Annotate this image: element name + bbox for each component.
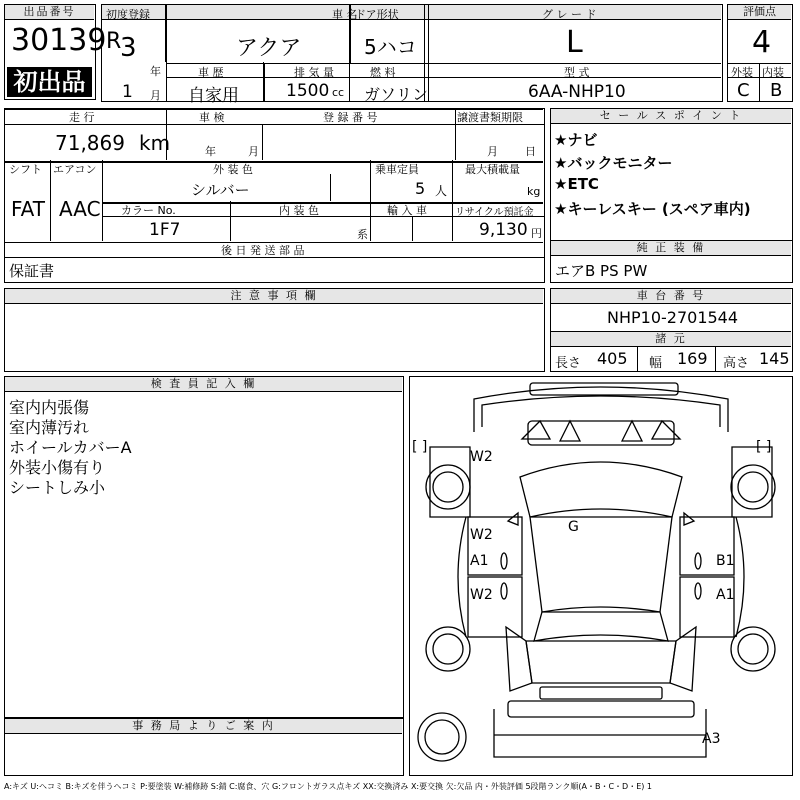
history-label: 車 歴 bbox=[198, 66, 224, 79]
fuel-label: 燃 料 bbox=[370, 66, 396, 79]
ac-label: エアコン bbox=[53, 163, 97, 176]
car-diagram bbox=[410, 377, 791, 774]
score-label: 評価点 bbox=[728, 5, 791, 20]
transfer-day-unit: 日 bbox=[525, 145, 536, 158]
height-label: 高さ bbox=[723, 356, 750, 371]
max-load-unit: kg bbox=[527, 185, 541, 198]
int-color-label: 内 装 色 bbox=[279, 204, 319, 217]
dims-label: 諸 元 bbox=[551, 331, 791, 347]
mark-w2-left-front-door: W2 bbox=[470, 527, 493, 543]
score: 4 bbox=[752, 25, 772, 60]
sales-box bbox=[550, 108, 793, 241]
door-rear-right-outline bbox=[680, 577, 734, 637]
max-load-label: 最大積載量 bbox=[465, 163, 520, 176]
mark-b1-right-front-door: B1 bbox=[716, 553, 735, 569]
ext-color: シルバー bbox=[191, 181, 250, 199]
color-no-label: カラー No. bbox=[121, 204, 176, 217]
year: 3 bbox=[120, 33, 137, 63]
month-unit: 月 bbox=[150, 89, 161, 102]
chassis-box bbox=[550, 288, 793, 372]
ac: AAC bbox=[59, 197, 101, 221]
import-label: 輸 入 車 bbox=[387, 204, 427, 217]
shift-label: シフト bbox=[9, 163, 42, 176]
height: 145 bbox=[759, 349, 790, 368]
lot-number: 30139 bbox=[11, 23, 107, 58]
car-name-label: 車 名 bbox=[332, 8, 358, 21]
later-parts-box bbox=[4, 257, 545, 283]
displacement: 1500 bbox=[286, 81, 330, 101]
displacement-label: 排 気 量 bbox=[294, 66, 334, 79]
later-parts-label: 後 日 発 送 部 品 bbox=[221, 244, 305, 257]
model: 6AA-NHP10 bbox=[528, 82, 626, 102]
trunk-outline bbox=[526, 641, 676, 683]
model-label: 型 式 bbox=[564, 66, 590, 79]
mileage-unit: km bbox=[139, 131, 171, 155]
grille-outline bbox=[522, 421, 680, 441]
lot-box bbox=[4, 4, 107, 100]
bracket-left: [ ] bbox=[412, 439, 428, 455]
roof-outline bbox=[530, 517, 672, 612]
car-diagram-box bbox=[409, 376, 793, 776]
equip: エアB PS PW bbox=[555, 262, 648, 280]
mark-w2-left-rear-door: W2 bbox=[470, 587, 493, 603]
int-score: B bbox=[770, 80, 783, 101]
inspector-box bbox=[4, 376, 404, 718]
mileage-label: 走 行 bbox=[69, 111, 95, 124]
transfer-month-unit: 月 bbox=[487, 145, 498, 158]
inspector-note-4: 外装小傷有り bbox=[9, 458, 106, 477]
score-box bbox=[727, 4, 793, 102]
length: 405 bbox=[597, 349, 628, 368]
recycle-label: リサイクル預託金 bbox=[455, 207, 534, 218]
door-rear-left-outline bbox=[468, 577, 522, 637]
office-box bbox=[4, 718, 404, 776]
chassis: NHP10-2701544 bbox=[607, 308, 739, 327]
shift: FAT bbox=[11, 197, 46, 221]
month: 1 bbox=[122, 82, 133, 102]
lot-label: 出品番号 bbox=[5, 5, 94, 20]
mark-a1-left-front-door: A1 bbox=[470, 553, 489, 569]
sales-point-4: ★キーレスキー (スペア車内) bbox=[554, 200, 751, 218]
inspector-note-3: ホイールカバーA bbox=[9, 438, 132, 457]
mark-w2-hood: W2 bbox=[470, 449, 493, 465]
mileage: 71,869 bbox=[55, 131, 125, 155]
color-no: 1F7 bbox=[149, 220, 181, 240]
door: 5ハコ bbox=[364, 35, 417, 59]
inspection-label: 車 検 bbox=[199, 111, 225, 124]
sales-label: セ ー ル ス ポ イ ン ト bbox=[551, 109, 791, 124]
sales-point-2: ★バックモニター bbox=[554, 154, 673, 172]
width: 169 bbox=[677, 349, 708, 368]
transfer-label: 譲渡書類期限 bbox=[457, 111, 523, 124]
office-label: 事 務 局 よ り ご 案 内 bbox=[5, 719, 402, 734]
legend: A:キズ U:ヘコミ B:キズを伴うヘコミ P:要塗装 W:補修跡 S:錆 C:腐食、穴 G:フロントガラス点キズ XX:交換済み X:要交換 欠:欠品 内・外装評価 5段階ランク順(A・B・C・D・E) 1 bbox=[4, 782, 653, 791]
grade: L bbox=[566, 25, 583, 60]
int-color-unit: 系 bbox=[357, 228, 368, 241]
insp-year-unit: 年 bbox=[205, 145, 216, 158]
main-top-box bbox=[101, 4, 723, 106]
car-name: アクア bbox=[236, 36, 302, 61]
insp-month-unit: 月 bbox=[248, 145, 259, 158]
width-label: 幅 bbox=[649, 356, 663, 371]
windshield-outline bbox=[520, 462, 682, 517]
sales-point-3: ★ETC bbox=[554, 175, 599, 193]
recycle: 9,130 bbox=[479, 220, 528, 240]
chassis-label: 車 台 番 号 bbox=[551, 289, 791, 304]
history: 自家用 bbox=[188, 86, 239, 106]
equip-box bbox=[550, 240, 793, 283]
displacement-unit: cc bbox=[332, 86, 345, 99]
equip-label: 純 正 装 備 bbox=[551, 241, 791, 256]
first-reg-label: 初度登録 bbox=[106, 8, 150, 21]
inspector-note-5: シートしみ小 bbox=[9, 478, 106, 497]
door-label-visible: ドア形状 bbox=[355, 8, 399, 21]
notes-box bbox=[4, 288, 545, 372]
ext-score-label: 外装 bbox=[731, 66, 753, 79]
rear-bumper-inner bbox=[540, 687, 662, 699]
first-listing-badge: 初出品 bbox=[7, 67, 92, 97]
recycle-unit: 円 bbox=[531, 227, 542, 240]
details-box bbox=[4, 108, 545, 258]
inspector-label: 検 査 員 記 入 欄 bbox=[5, 377, 402, 392]
later-parts: 保証書 bbox=[9, 262, 55, 280]
length-label: 長さ bbox=[555, 356, 582, 371]
capacity: 5 bbox=[415, 179, 426, 198]
ext-color-label: 外 装 色 bbox=[213, 163, 253, 176]
inspector-note-1: 室内内張傷 bbox=[9, 398, 90, 417]
grade-label: グ レ ー ド bbox=[542, 8, 597, 21]
hood-outline bbox=[482, 396, 720, 427]
inspector-note-2: 室内薄汚れ bbox=[9, 418, 90, 437]
capacity-label: 乗車定員 bbox=[375, 163, 419, 176]
sales-point-1: ★ナビ bbox=[554, 131, 598, 149]
rear-floor-outline bbox=[494, 709, 706, 757]
era: R bbox=[106, 29, 122, 54]
rear-bumper-outline bbox=[508, 701, 694, 717]
reg-no-label: 登 録 番 号 bbox=[323, 111, 378, 124]
capacity-unit: 人 bbox=[435, 184, 448, 198]
fuel: ガソリン bbox=[364, 85, 429, 104]
year-unit: 年 bbox=[150, 65, 161, 78]
bracket-right: [ ] bbox=[756, 439, 772, 455]
mark-a1-right-rear-door: A1 bbox=[716, 587, 735, 603]
ext-score: C bbox=[737, 80, 750, 101]
mark-g-glass: G bbox=[568, 519, 579, 535]
notes-label: 注 意 事 項 欄 bbox=[5, 289, 543, 304]
header-strip-1 bbox=[102, 5, 721, 20]
mark-a3-rear: A3 bbox=[702, 731, 721, 747]
int-score-label: 内装 bbox=[762, 66, 784, 79]
